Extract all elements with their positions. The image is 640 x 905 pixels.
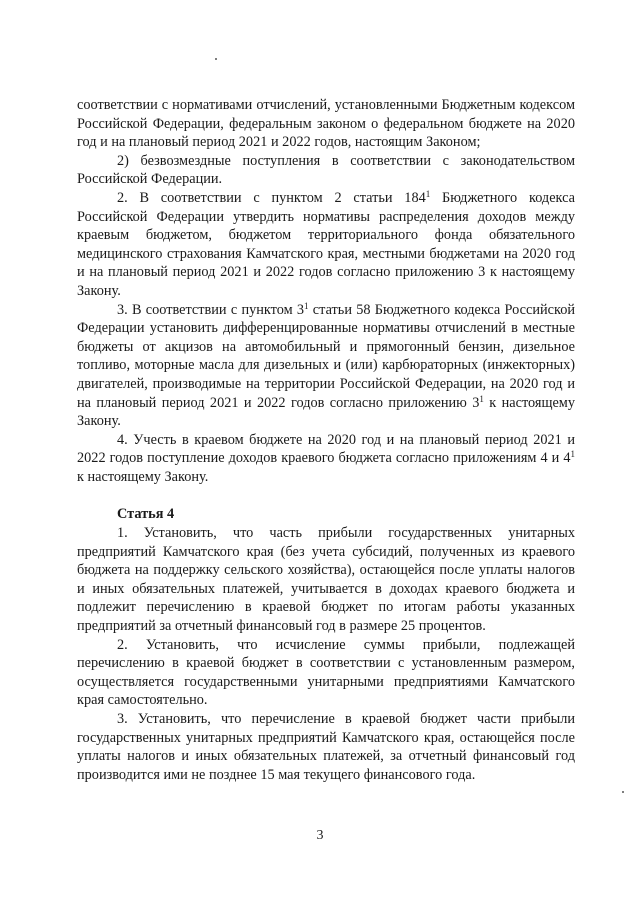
- page-number: 3: [316, 828, 324, 843]
- paragraph-item-2: 2) безвозмездные поступления в соответствии с законодательством Российской Федерации.: [77, 152, 575, 188]
- superscript: 1: [479, 393, 484, 404]
- article-paragraph-3: 3. Установить, что перечисление в краевой бюджет части прибыли государственных унитарных предприятий Камчатского края, остающейся после уплаты налогов и иных обязательных платежей, за отчетный финансовый год производится ими не позднее 15 мая текущего финансового года.: [77, 711, 575, 783]
- superscript: 1: [570, 449, 575, 460]
- superscript: 1: [425, 188, 431, 199]
- superscript: 1: [304, 300, 309, 311]
- scan-speck: [215, 58, 217, 60]
- scan-speck: [622, 791, 624, 793]
- article-paragraph-2: 2. Установить, что исчисление суммы прибыли, подлежащей перечислению в краевой бюджет в соответствии с установленным размером, осуществляется государственными унитарными предприятиями Камчатского края самостоятельно.: [77, 636, 575, 709]
- article-heading: Статья 4: [117, 506, 175, 523]
- article-paragraph-1: 1. Установить, что часть прибыли государственных унитарных предприятий Камчатского края (без учета субсидий, полученных из краевого бюджета на поддержку сельского хозяйства), остающейся после уплаты налогов и иных обязательных платежей, учитывается в доходах краевого бюджета и подлежит перечислению в краевой бюджет по итогам работы указанных предприятий за отчетный финансовый год в размере 25 процентов.: [77, 525, 575, 635]
- paragraph-continuation: соответствии с нормативами отчислений, установленными Бюджетным кодексом Российской Федерации, федеральным законом о федеральном бюджете на 2020 год и на плановый период 2021 и 2022 годов, настоящим Законом;: [77, 97, 575, 151]
- paragraph-point-2: 2. В соответствии с пунктом 2 статьи $184^1$ Бюджетного кодекса Российской Федерации утвердить нормативы распределения доходов между краевым бюджетом, бюджетом территориального фонда обязательного медицинского страхования Камчатского края, местными бюджетами на 2020 год и на плановый период 2021 и 2022 годов согласно приложению 3 к настоящему Закону.: [77, 188, 576, 299]
- paragraph-point-4: 4. Учесть в краевом бюджете на 2020 год и на плановый период 2021 и 2022 годов поступление доходов краевого бюджета согласно приложениям 4 и $4^1$ к настоящему Закону.: [77, 431, 575, 485]
- document-body: [77, 96, 575, 784]
- paragraph-point-3: 3. В соответствии с пунктом $3^1$ статьи 58 Бюджетного кодекса Российской Федерации установить дифференцированные нормативы отчислений в местные бюджеты от акцизов на автомобильный и прямогонный бензин, дизельное топливо, моторные масла для дизельных и (или) карбюраторных (инжекторных) двигателей, производимые на территории Российской Федерации, на 2020 год и на плановый период 2021 и 2022 годов согласно приложению $3^1$ к настоящему Закону.: [77, 300, 575, 430]
